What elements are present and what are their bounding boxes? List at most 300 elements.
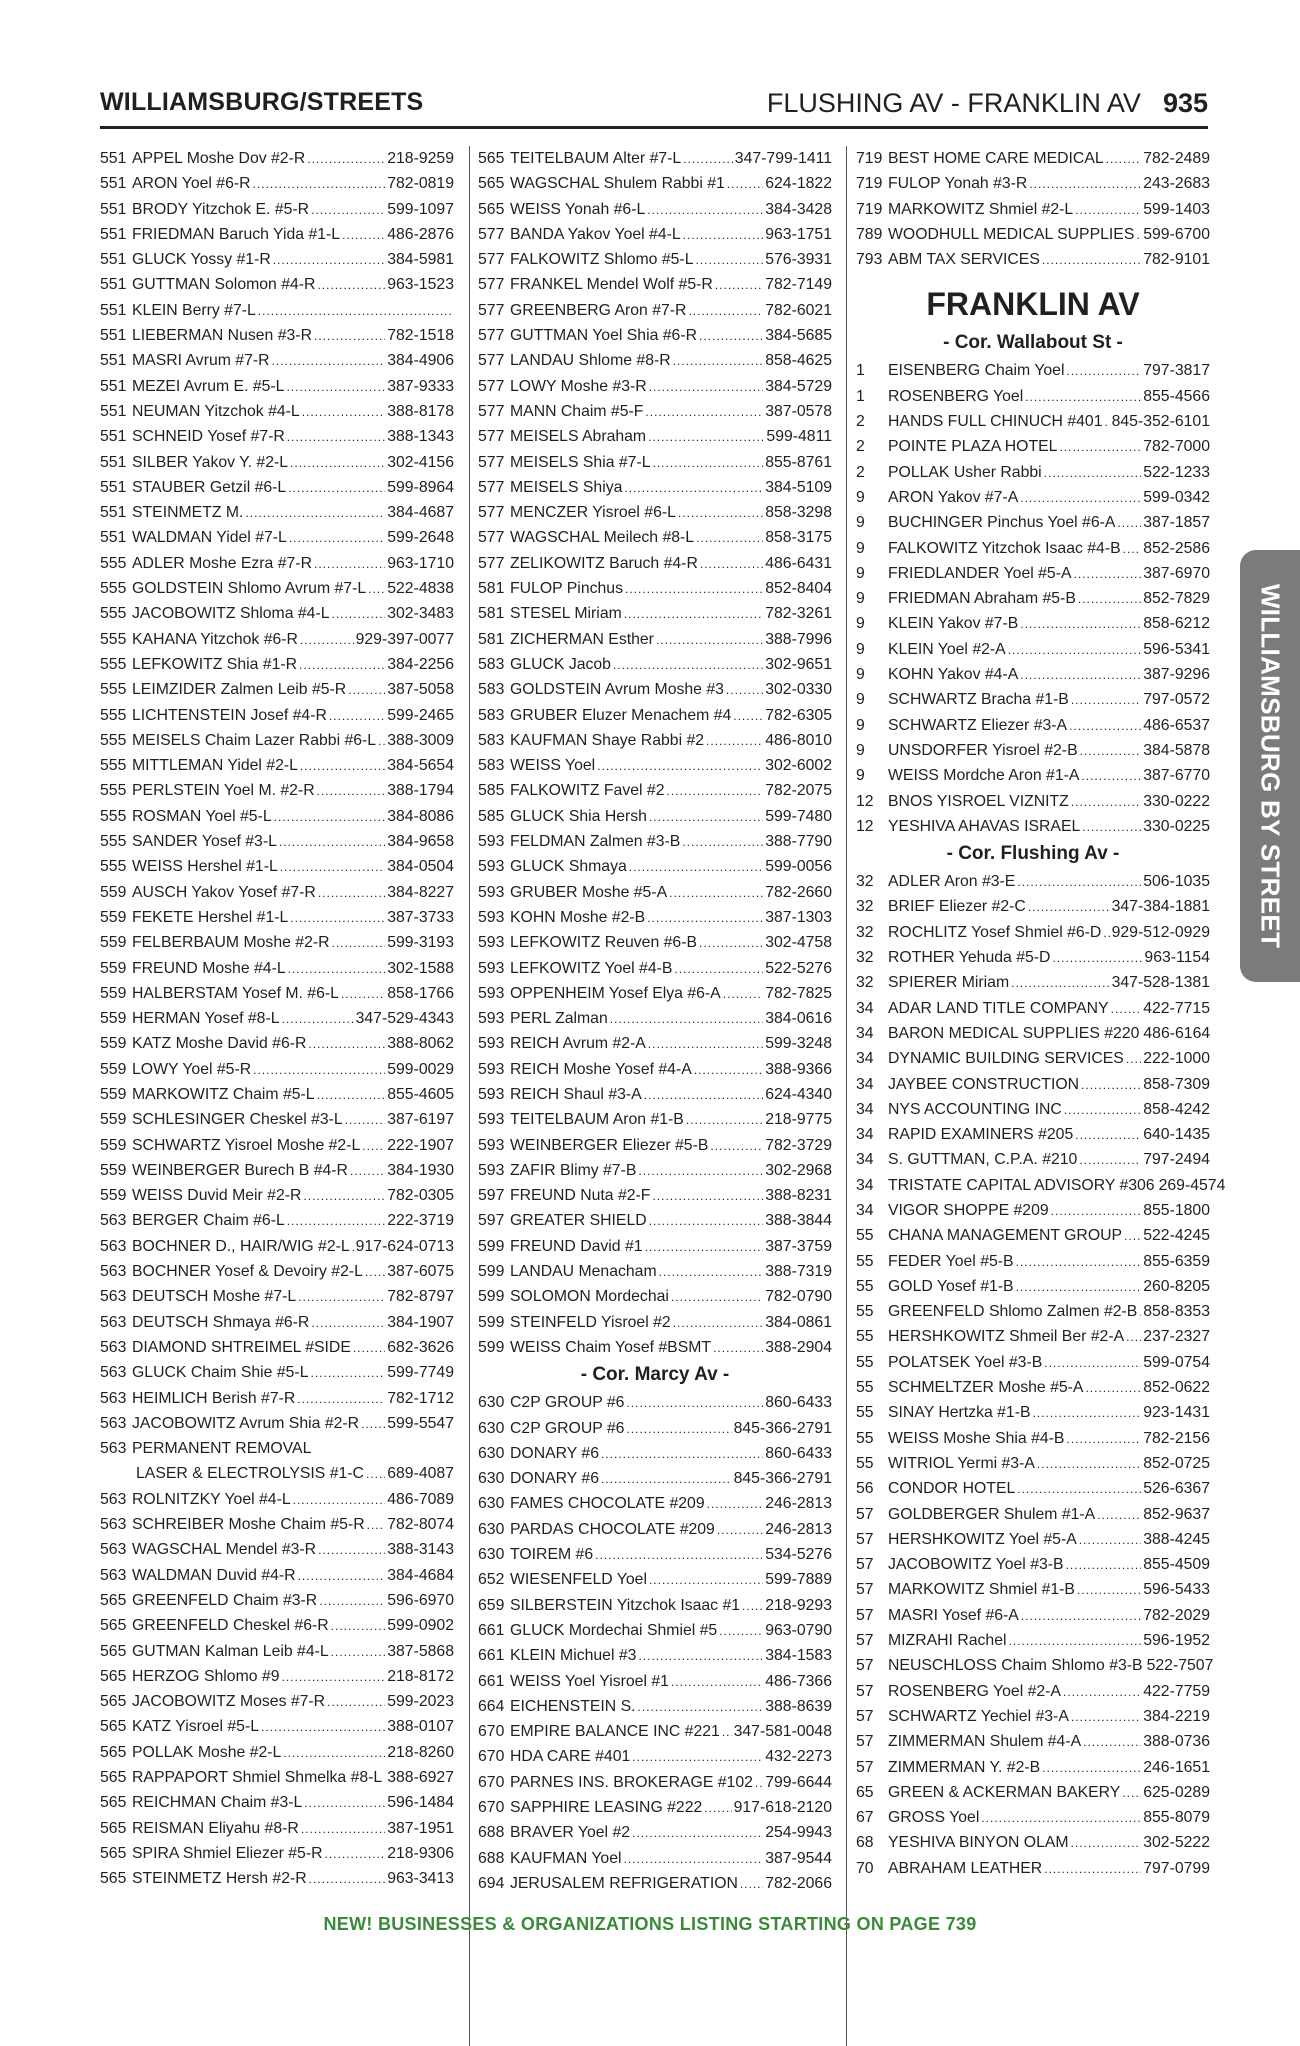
house-number: 593 <box>478 1136 505 1154</box>
leader-dots <box>304 1791 385 1816</box>
leader-dots <box>723 982 764 1007</box>
listing-row <box>856 1653 1214 1678</box>
leader-dots <box>1020 486 1141 511</box>
phone-number: 782-7825 <box>765 984 832 1002</box>
listing-row <box>100 1183 454 1208</box>
listing-row <box>478 1310 832 1335</box>
phone-number: 388-1343 <box>387 428 454 446</box>
listing-name: FALKOWITZ Favel #2 <box>510 782 665 800</box>
listing-name: WEISS Chaim Yosef #BSMT <box>510 1338 712 1356</box>
listing-row <box>856 611 1210 636</box>
listing-name: POLATSEK Yoel #3-B <box>888 1353 1043 1371</box>
house-number: 577 <box>478 276 505 294</box>
leader-dots <box>1021 1604 1141 1629</box>
leader-dots <box>361 1412 385 1437</box>
listing-row <box>856 1274 1210 1299</box>
listing-name: WEINBERGER Eliezer #5-B <box>510 1136 709 1154</box>
listing-row <box>100 677 454 702</box>
phone-number: 599-5547 <box>387 1414 454 1432</box>
listing-name: DONARY #6 <box>510 1470 599 1488</box>
listing-row <box>856 1451 1210 1476</box>
listing-name: TOIREM #6 <box>510 1546 594 1564</box>
phone-number: 422-7715 <box>1143 999 1210 1017</box>
leader-dots <box>311 198 385 223</box>
house-number: 719 <box>856 150 883 167</box>
leader-dots <box>1071 1705 1141 1730</box>
house-number: 577 <box>478 529 505 547</box>
listing-row <box>100 1790 454 1815</box>
house-number: 57 <box>856 1733 874 1751</box>
listing-name: WEINBERGER Burech B #4-R <box>132 1161 348 1179</box>
listing-row <box>856 434 1210 459</box>
listing-row <box>478 298 832 323</box>
listing-name: MASRI Avrum #7-R <box>132 352 270 370</box>
listing-name: GOLDSTEIN Shlomo Avrum #7-L <box>132 580 367 598</box>
listing-row <box>478 1694 832 1719</box>
leader-dots <box>671 1670 763 1695</box>
listing-row <box>478 247 832 272</box>
listing-name: EMPIRE BALANCE INC #221 <box>510 1723 720 1741</box>
listing-name: WITRIOL Yermi #3-A <box>888 1454 1035 1472</box>
phone-number: 388-6927 <box>387 1769 454 1786</box>
phone-number: 782-7000 <box>1143 438 1210 456</box>
listing-row <box>100 1664 454 1689</box>
listing-row <box>856 1223 1210 1248</box>
leader-dots <box>350 1159 385 1184</box>
listing-row <box>100 1006 454 1031</box>
listing-name: LOWY Moshe #3-R <box>510 377 647 395</box>
leader-dots <box>327 1690 385 1715</box>
phone-number: 384-0504 <box>387 858 454 876</box>
leader-dots <box>715 273 763 298</box>
phone-number: 422-7759 <box>1143 1682 1210 1700</box>
leader-dots <box>273 248 386 273</box>
leader-dots <box>1011 971 1109 996</box>
phone-number: 689-4087 <box>387 1465 454 1483</box>
leader-dots <box>378 729 385 754</box>
listing-name: HEIMLICH Berish #7-R <box>132 1389 296 1407</box>
listing-name: SCHWARTZ Bracha #1-B <box>888 691 1069 709</box>
leader-dots <box>644 1083 764 1108</box>
house-number: 1 <box>856 387 865 405</box>
listing-name: ROCHLITZ Yosef Shmiel #6-D <box>888 923 1102 941</box>
leader-dots <box>280 855 385 880</box>
listing-row <box>856 1704 1210 1729</box>
leader-dots <box>1028 895 1110 920</box>
listing-row <box>478 1542 832 1567</box>
phone-number: 384-2256 <box>387 655 454 673</box>
listing-row <box>856 1097 1210 1122</box>
house-number: 565 <box>100 1769 127 1786</box>
house-number: 593 <box>478 1161 505 1179</box>
house-number: 593 <box>478 959 505 977</box>
listing-row <box>100 399 454 424</box>
listing-name: REICHMAN Chaim #3-L <box>132 1794 303 1812</box>
phone-number: 858-3298 <box>765 504 832 522</box>
house-number: 593 <box>478 1035 505 1053</box>
phone-number: 384-4906 <box>387 352 454 370</box>
listing-row <box>100 627 454 652</box>
listing-name: ROSENBERG Yoel #2-A <box>888 1682 1061 1700</box>
leader-dots <box>362 1134 385 1159</box>
listing-row <box>100 1765 454 1790</box>
listing-row <box>478 1234 832 1259</box>
listing-row <box>100 1208 454 1233</box>
listing-name: SCHREIBER Moshe Chaim #5-R <box>132 1516 365 1534</box>
listing-row <box>100 1613 454 1638</box>
listing-name: PERLSTEIN Yoel M. #2-R <box>132 782 315 800</box>
listing-name: SAPPHIRE LEASING #222 <box>510 1799 703 1816</box>
leader-dots <box>1044 461 1142 486</box>
listing-row <box>478 500 832 525</box>
listing-row <box>856 384 1210 409</box>
listing-name: GLUCK Shmaya <box>510 858 627 876</box>
leader-dots <box>683 147 733 172</box>
leader-dots <box>647 906 763 931</box>
house-number: 559 <box>100 1111 127 1129</box>
house-number: 565 <box>478 175 505 193</box>
listing-name: SCHMELTZER Moshe #5-A <box>888 1379 1084 1397</box>
listing-name: ADLER Aron #3-E <box>888 873 1016 891</box>
leader-dots <box>713 1336 763 1361</box>
phone-number: 522-4245 <box>1143 1227 1210 1245</box>
phone-number: 858-4625 <box>765 352 832 370</box>
phone-number: 522-5276 <box>765 959 832 977</box>
phone-number: 384-4687 <box>387 504 454 522</box>
leader-dots <box>317 1083 386 1108</box>
house-number: 565 <box>478 150 505 167</box>
leader-dots <box>298 1285 385 1310</box>
leader-dots <box>610 1007 763 1032</box>
phone-number: 388-8178 <box>387 402 454 420</box>
listing-row <box>478 1082 832 1107</box>
house-number: 719 <box>856 200 883 218</box>
phone-number: 222-3719 <box>387 1212 454 1230</box>
listing-row <box>478 1820 832 1845</box>
listing-name: FULOP Yonah #3-R <box>888 175 1028 193</box>
footer-notice: NEW! BUSINESSES & ORGANIZATIONS LISTING STARTING ON PAGE 739 <box>323 1914 977 1934</box>
house-number: 12 <box>856 792 874 810</box>
listing-row <box>100 1259 454 1284</box>
house-number: 551 <box>100 529 127 547</box>
leader-dots <box>329 704 385 729</box>
leader-dots <box>648 425 764 450</box>
phone-number: 387-1857 <box>1143 514 1210 532</box>
listing-row <box>478 1593 832 1618</box>
leader-dots <box>652 1184 763 1209</box>
listing-row <box>856 1476 1210 1501</box>
phone-number: 218-9775 <box>765 1111 832 1129</box>
listing-row <box>100 1537 454 1562</box>
house-number: 559 <box>100 1161 127 1179</box>
house-number: 551 <box>100 276 127 294</box>
phone-number: 384-5878 <box>1143 741 1210 759</box>
house-number: 55 <box>856 1277 874 1295</box>
leader-dots <box>638 1159 763 1184</box>
leader-dots <box>368 577 385 602</box>
listing-name: BOCHNER D., HAIR/WIG #2-L <box>132 1237 350 1255</box>
house-number: 9 <box>856 716 865 734</box>
listing-name: BNOS YISROEL VIZNITZ <box>888 792 1069 810</box>
house-number: 551 <box>100 225 127 243</box>
phone-number: 782-9101 <box>1143 251 1210 269</box>
leader-dots <box>656 628 763 653</box>
listing-row <box>478 804 832 829</box>
phone-number: 522-7507 <box>1146 1657 1214 1675</box>
listing-name: STAUBER Getzil #6-L <box>132 478 287 496</box>
house-number: 555 <box>100 605 127 623</box>
house-number: 57 <box>856 1758 874 1776</box>
listing-row <box>478 956 832 981</box>
leader-dots <box>318 1538 385 1563</box>
house-number: 670 <box>478 1748 505 1766</box>
leader-dots <box>624 1847 764 1872</box>
listing-name: ROLNITZKY Yoel #4-L <box>132 1490 291 1508</box>
leader-dots <box>367 1513 386 1538</box>
phone-number: 384-5729 <box>765 377 832 395</box>
listing-name: BANDA Yakov Yoel #4-L <box>510 225 681 243</box>
phone-number: 486-2876 <box>387 225 454 243</box>
listing-name: POINTE PLAZA HOTEL <box>888 438 1058 456</box>
house-number: 555 <box>100 630 127 648</box>
listing-name: AUSCH Yakov Yosef #7-R <box>132 883 316 901</box>
listing-name: ZAFIR Blimy #7-B <box>510 1161 637 1179</box>
house-number: 57 <box>856 1632 874 1650</box>
house-number: 555 <box>100 655 127 673</box>
phone-number: 852-8404 <box>765 580 832 598</box>
leader-dots <box>283 1741 385 1766</box>
listing-row <box>478 1517 832 1542</box>
phone-number: 640-1435 <box>1143 1126 1210 1144</box>
leader-dots <box>314 552 385 577</box>
listing-name: GREENFELD Chaim #3-R <box>132 1591 318 1609</box>
house-number: 563 <box>100 1440 127 1458</box>
phone-number: 384-9658 <box>387 833 454 851</box>
house-number: 659 <box>478 1596 505 1614</box>
listing-row <box>100 146 454 171</box>
listing-row <box>856 1679 1210 1704</box>
leader-dots <box>311 1311 385 1336</box>
house-number: 9 <box>856 767 865 785</box>
listing-name: HANDS FULL CHINUCH #401 <box>888 413 1103 431</box>
house-number: 563 <box>100 1313 127 1331</box>
listing-row <box>856 763 1210 788</box>
house-number: 32 <box>856 974 874 992</box>
street-heading: FRANKLIN AV <box>926 286 1140 323</box>
phone-number: 682-3626 <box>387 1338 454 1356</box>
leader-dots <box>319 1589 385 1614</box>
house-number: 551 <box>100 150 127 167</box>
phone-number: 388-7790 <box>765 833 832 851</box>
listing-name: WAGSCHAL Meilech #8-L <box>510 529 695 547</box>
leader-dots <box>366 1462 385 1487</box>
listing-row <box>478 450 832 475</box>
house-number: 581 <box>478 630 505 648</box>
phone-number: 599-0056 <box>765 858 832 876</box>
listing-row <box>856 970 1210 995</box>
phone-number: 302-3483 <box>387 605 454 623</box>
listing-row <box>856 920 1210 945</box>
listing-row <box>478 981 832 1006</box>
listing-row <box>478 551 832 576</box>
leader-dots <box>629 855 763 880</box>
phone-number: 599-3248 <box>765 1035 832 1053</box>
listing-row <box>856 247 1210 272</box>
house-number: 9 <box>856 539 865 557</box>
listing-name: ABM TAX SERVICES <box>888 251 1040 269</box>
house-number: 597 <box>478 1187 505 1205</box>
house-number: 551 <box>100 478 127 496</box>
leader-dots <box>601 1442 763 1467</box>
listing-row <box>478 222 832 247</box>
listing-name: DIAMOND SHTREIMEL #SIDE <box>132 1338 351 1356</box>
house-number: 551 <box>100 428 127 446</box>
listing-row <box>100 348 454 373</box>
listing-row <box>856 996 1210 1021</box>
phone-number: 782-6305 <box>765 706 832 724</box>
house-number: 565 <box>100 1743 127 1761</box>
listing-name: NEUMAN Yitzchok #4-L <box>132 402 300 420</box>
cross-street-heading: - Cor. Flushing Av - <box>946 843 1120 865</box>
listing-name: CONDOR HOTEL <box>888 1480 1016 1498</box>
listing-row <box>478 272 832 297</box>
house-number: 2 <box>856 463 865 481</box>
phone-number: 599-0902 <box>387 1617 454 1635</box>
leader-dots <box>1008 638 1142 663</box>
listing-name: C2P GROUP #6 <box>510 1419 625 1437</box>
listing-row <box>478 728 832 753</box>
listing-row <box>856 1173 1226 1198</box>
listing-name: RAPPAPORT Shmiel Shmelka #8-L <box>132 1769 383 1786</box>
listing-name: LOWY Yoel #5-R <box>132 1060 252 1078</box>
phone-number: 387-0578 <box>765 402 832 420</box>
house-number: 555 <box>100 833 127 851</box>
phone-number: 218-8260 <box>387 1743 454 1761</box>
listing-name: ZIMMERMAN Shulem #4-A <box>888 1733 1082 1751</box>
house-number: 551 <box>100 175 127 193</box>
phone-number: 599-2465 <box>387 706 454 724</box>
phone-number: 302-0330 <box>765 681 832 699</box>
leader-dots <box>300 628 354 653</box>
leader-dots <box>318 881 385 906</box>
house-number: 563 <box>100 1263 127 1281</box>
listing-row <box>478 854 832 879</box>
leader-dots <box>981 1806 1141 1831</box>
phone-number: 384-2219 <box>1143 1707 1210 1725</box>
leader-dots <box>648 1032 763 1057</box>
listing-name: ROSMAN Yoel #5-L <box>132 807 272 825</box>
house-number: 559 <box>100 883 127 901</box>
listing-name: FRIEDLANDER Yoel #5-A <box>888 564 1072 582</box>
phone-number: 855-4566 <box>1143 387 1210 405</box>
listing-row <box>100 551 454 576</box>
house-number: 57 <box>856 1530 874 1548</box>
house-number: 565 <box>100 1819 127 1837</box>
listing-name: CHANA MANAGEMENT GROUP <box>888 1227 1123 1245</box>
leader-dots <box>699 324 763 349</box>
leader-dots <box>1044 1351 1141 1376</box>
leader-dots <box>1097 1503 1141 1528</box>
leader-dots <box>1051 1199 1142 1224</box>
listing-name: KATZ Yisroel #5-L <box>132 1718 260 1736</box>
leader-dots <box>1079 1528 1141 1553</box>
phone-number: 388-3143 <box>387 1541 454 1559</box>
listing-name: KLEIN Michuel #3 <box>510 1647 637 1665</box>
phone-number: 799-6644 <box>765 1773 832 1791</box>
listing-name: BUCHINGER Pinchus Yoel #6-A <box>888 514 1116 532</box>
house-number: 55 <box>856 1252 874 1270</box>
listing-row <box>478 1284 832 1309</box>
listing-row <box>856 1350 1210 1375</box>
listing-name: GROSS Yoel <box>888 1809 980 1827</box>
listing-name: GLUCK Yossy #1-R <box>132 251 271 269</box>
leader-dots <box>649 805 763 830</box>
leader-dots <box>667 779 764 804</box>
listing-name: REICH Moshe Yosef #4-A <box>510 1060 692 1078</box>
phone-number: 852-9637 <box>1143 1505 1210 1523</box>
phone-number: 534-5276 <box>765 1546 832 1564</box>
house-number: 9 <box>856 615 865 633</box>
house-number: 577 <box>478 453 505 471</box>
listing-row <box>856 1805 1210 1830</box>
leader-dots <box>673 349 764 374</box>
listing-row <box>478 525 832 550</box>
phone-number: 302-9651 <box>765 655 832 673</box>
listing-name: KLEIN Yakov #7-B <box>888 615 1019 633</box>
phone-number: 782-3729 <box>765 1136 832 1154</box>
house-number: 57 <box>856 1556 874 1574</box>
phone-number: 384-8227 <box>387 883 454 901</box>
house-number: 555 <box>100 554 127 572</box>
leader-dots <box>1139 1300 1141 1325</box>
house-number: 577 <box>478 402 505 420</box>
leader-dots <box>1017 870 1141 895</box>
house-number: 565 <box>100 1718 127 1736</box>
house-number: 563 <box>100 1364 127 1382</box>
house-number: 565 <box>100 1794 127 1812</box>
listing-name: ZICHERMAN Esther <box>510 630 654 648</box>
listing-row <box>100 1689 454 1714</box>
listing-row <box>478 1871 832 1896</box>
listing-name: WALDMAN Duvid #4-R <box>132 1566 296 1584</box>
listing-row <box>478 1259 832 1284</box>
listing-row <box>478 1158 832 1183</box>
listing-name: HALBERSTAM Yosef M. #6-L <box>132 984 339 1002</box>
listing-row <box>856 1072 1210 1097</box>
phone-number: 384-5109 <box>765 478 832 496</box>
phone-number: 388-3009 <box>387 731 454 749</box>
house-number: 34 <box>856 1201 874 1219</box>
listing-name: GREEN & ACKERMAN BAKERY <box>888 1783 1121 1801</box>
house-number: 593 <box>478 908 505 926</box>
listing-name: PERMANENT REMOVAL <box>132 1440 312 1458</box>
phone-number: 522-4838 <box>387 580 454 598</box>
house-number: 55 <box>856 1353 874 1371</box>
leader-dots <box>298 1564 386 1589</box>
house-number: 577 <box>478 251 505 269</box>
leader-dots <box>293 1488 386 1513</box>
phone-number: 246-2813 <box>765 1495 832 1513</box>
listing-name: MARKOWITZ Chaim #5-L <box>132 1085 315 1103</box>
house-number: 9 <box>856 590 865 608</box>
phone-number: 860-6433 <box>765 1394 832 1412</box>
house-number: 57 <box>856 1505 874 1523</box>
listing-name: LEFKOWITZ Shia #1-R <box>132 655 298 673</box>
leader-dots <box>1123 537 1142 562</box>
house-number: 670 <box>478 1799 505 1816</box>
section-title: WILLIAMSBURG/STREETS <box>100 88 424 116</box>
house-number: 593 <box>478 1085 505 1103</box>
